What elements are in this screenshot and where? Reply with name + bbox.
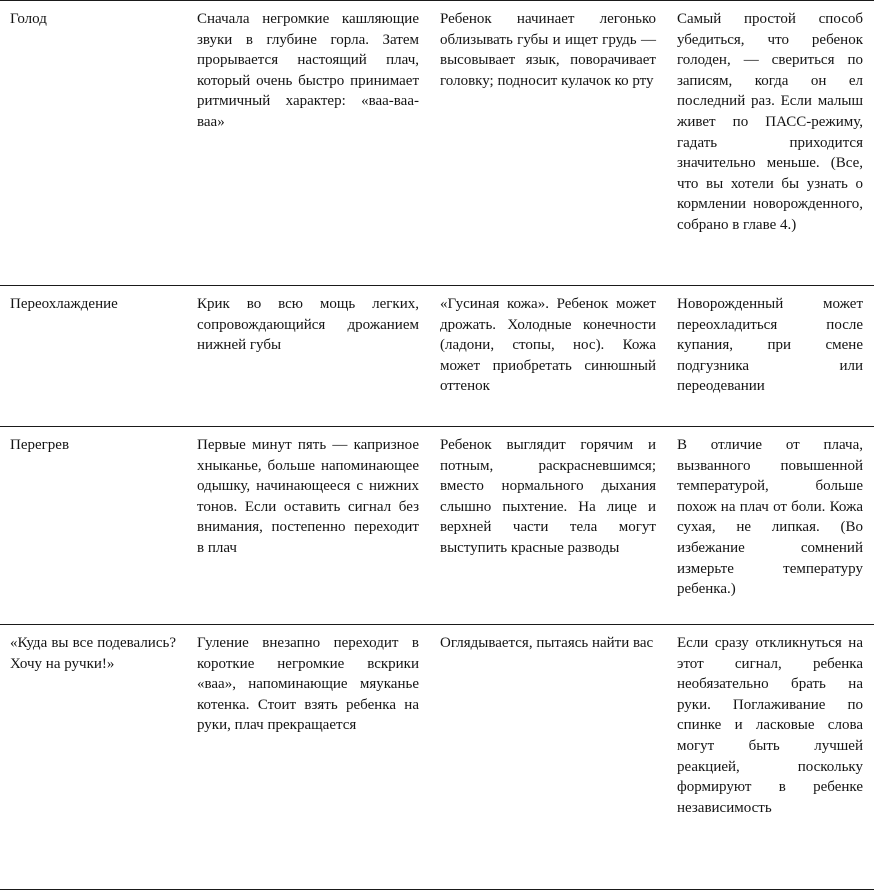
table-cell-sound: [187, 286, 430, 427]
cell-text: «Гусиная кожа». Ребенок может дрожать. Холодные конечности (ладони, стопы, нос). Кожа может приобретать синюшный оттенок: [440, 296, 656, 395]
table-row: [0, 625, 874, 890]
table-cell-body-language: [430, 625, 667, 890]
cell-text: В отличие от плача, вызванного повышенной температурой, больше похож на плач от боли. Кожа сухая, не липкая. (Во избежание сомнений измерьте температуру ребенка.): [677, 437, 863, 598]
cell-text: «Куда вы все подевались? Хочу на ручки!»: [10, 635, 176, 672]
cell-text: Сначала негромкие кашляющие звуки в глубине горла. Затем прорывается настоящий плач, который очень быстро принимает ритмичный характер: «ваа-ваа-ваа»: [197, 11, 419, 130]
cell-text: Новорожденный может переохладиться после купания, при смене подгузника или переодевании: [677, 296, 863, 395]
cell-text: Первые минут пять — капризное хныканье, больше напоминающее одышку, начинающееся с нижних тонов. Если оставить сигнал без внимания, постепенно переходит в плач: [197, 437, 419, 556]
table-cell-note: [667, 286, 874, 427]
table-cell-trigger: [0, 625, 187, 890]
table-cell-trigger: [0, 1, 187, 286]
cell-text: Гуление внезапно переходит в короткие негромкие вскрики «ваа», напоминающие мяуканье котенка. Стоит взять ребенка на руки, плач прекращается: [197, 635, 419, 734]
cell-text: Ребенок начинает легонько облизывать губы и ищет грудь — высовывает язык, поворачивает головку; подносит кулачок ко рту: [440, 11, 656, 89]
cell-text: Голод: [10, 11, 47, 27]
cell-text: Если сразу откликнуться на этот сигнал, ребенка необязательно брать на руки. Поглаживание по спинке и ласковые слова могут быть лучшей реакцией, поскольку формируют в ребенке независимость: [677, 635, 863, 816]
table-row: [0, 286, 874, 427]
table-body: [0, 1, 874, 890]
table-cell-trigger: [0, 286, 187, 427]
table-cell-body-language: [430, 1, 667, 286]
table-row: [0, 427, 874, 625]
cell-text: Крик во всю мощь легких, сопровождающийся дрожанием нижней губы: [197, 296, 419, 354]
table-cell-trigger: [0, 427, 187, 625]
cell-text: Ребенок выглядит горячим и потным, раскрасневшимся; вместо нормального дыхания слышно пыхтение. На лице и верхней части тела могут выступить красные разводы: [440, 437, 656, 556]
table-cell-note: [667, 1, 874, 286]
table-cell-sound: [187, 427, 430, 625]
cell-text: Оглядывается, пытаясь найти вас: [440, 635, 654, 651]
table-cell-sound: [187, 1, 430, 286]
cell-text: Перегрев: [10, 437, 70, 453]
cell-text: Самый простой способ убедиться, что ребенок голоден, — свериться по записям, когда он ел последний раз. Если малыш живет по ПАСС-режиму, гадать приходится значительно меньше. (Все, что вы хотели бы узнать о кормлении новорожденного, собрано в главе 4.): [677, 11, 863, 233]
cell-text: Переохлаждение: [10, 296, 118, 312]
table-row: [0, 1, 874, 286]
table-cell-body-language: [430, 286, 667, 427]
table-cell-note: [667, 427, 874, 625]
table-cell-body-language: [430, 427, 667, 625]
table-cell-sound: [187, 625, 430, 890]
table-cell-note: [667, 625, 874, 890]
